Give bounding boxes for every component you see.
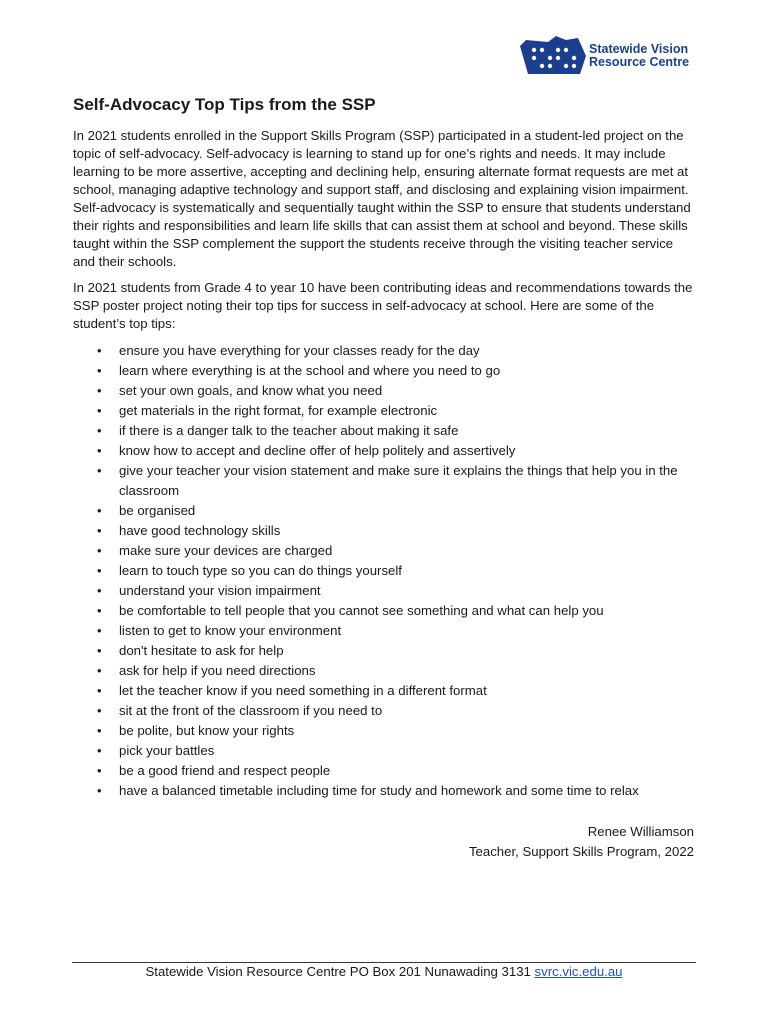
intro-paragraph: In 2021 students enrolled in the Support Skills Program (SSP) participated in a student-led project on the topic of self-advocacy. Self-advocacy is learning to stand up for one’s rights and needs. It may include learning to be more assertive, accepting and declining help, ensuring alternate format requests are met at school, managing adaptive technology and support staff, and disclosing and explaining vision impairment. Self-advocacy is systematically and sequentially taught within the SSP to ensure that students understand their rights and responsibilities and learn life skills that can assist them at school and beyond. These skills taught within the SSP complement the support the students receive through the visiting teacher service and their schools. xyxy=(73,128,691,269)
bullet-icon: • xyxy=(97,383,102,398)
tip-item xyxy=(73,441,697,461)
tip-text: listen to get to know your environment xyxy=(119,623,342,638)
tip-text: sit at the front of the classroom if you need to xyxy=(119,703,383,718)
bullet-icon: • xyxy=(97,783,102,798)
tip-text: be comfortable to tell people that you cannot see something and what can help you xyxy=(119,603,604,618)
tip-text: ensure you have everything for your classes ready for the day xyxy=(119,343,480,358)
tip-item xyxy=(73,701,697,721)
bullet-icon: • xyxy=(97,563,102,578)
bullet-icon: • xyxy=(97,683,102,698)
tips-intro-paragraph: In 2021 students from Grade 4 to year 10 have been contributing ideas and recommendations towards the SSP poster project noting their top tips for success in self-advocacy at school. Here are some of the student’s top tips: xyxy=(73,280,693,331)
tip-item xyxy=(73,781,697,801)
bullet-icon: • xyxy=(97,503,102,518)
tip-text: let the teacher know if you need something in a different format xyxy=(119,683,487,698)
tip-text: learn to touch type so you can do things yourself xyxy=(119,563,402,578)
tip-item xyxy=(73,561,697,581)
bullet-icon: • xyxy=(97,463,102,478)
bullet-icon: • xyxy=(97,663,102,678)
tip-item xyxy=(73,421,697,441)
tip-text: be organised xyxy=(119,503,196,518)
document-body xyxy=(73,94,697,801)
tip-item xyxy=(73,621,697,641)
bullet-icon: • xyxy=(97,583,102,598)
tip-item xyxy=(73,341,697,361)
tip-text: ask for help if you need directions xyxy=(119,663,316,678)
bullet-icon: • xyxy=(97,763,102,778)
tip-item xyxy=(73,601,697,621)
logo xyxy=(520,36,689,76)
tip-text: if there is a danger talk to the teacher about making it safe xyxy=(119,423,459,438)
bullet-icon: • xyxy=(97,643,102,658)
tip-text: know how to accept and decline offer of help politely and assertively xyxy=(119,443,516,458)
braille-logo-icon xyxy=(520,36,586,76)
tip-item xyxy=(73,381,697,401)
footer-address: Statewide Vision Resource Centre PO Box 201 Nunawading 3131 xyxy=(145,964,535,979)
tip-text: be polite, but know your rights xyxy=(119,723,295,738)
bullet-icon: • xyxy=(97,423,102,438)
tip-text: give your teacher your vision statement and make sure it explains the things that help you in the classroom xyxy=(119,463,678,498)
tip-text: have good technology skills xyxy=(119,523,281,538)
signature xyxy=(469,822,694,862)
tip-item xyxy=(73,721,697,741)
tip-text: set your own goals, and know what you need xyxy=(119,383,383,398)
signature-role: Teacher, Support Skills Program, 2022 xyxy=(468,844,694,859)
tip-text: have a balanced timetable including time for study and homework and some time to relax xyxy=(119,783,639,798)
tip-text: get materials in the right format, for example electronic xyxy=(119,403,438,418)
tip-text: make sure your devices are charged xyxy=(119,543,333,558)
tip-item xyxy=(73,361,697,381)
bullet-icon: • xyxy=(97,343,102,358)
tip-text: understand your vision impairment xyxy=(119,583,321,598)
logo-text xyxy=(589,43,689,69)
tip-item xyxy=(73,641,697,661)
page-title: Self-Advocacy Top Tips from the SSP xyxy=(73,95,376,114)
tip-item xyxy=(73,581,697,601)
signature-name: Renee Williamson xyxy=(587,824,694,839)
logo-line-2: Resource Centre xyxy=(589,55,690,69)
tip-item xyxy=(73,461,697,501)
footer-website-link[interactable]: svrc.vic.edu.au xyxy=(534,964,623,979)
bullet-icon: • xyxy=(97,743,102,758)
bullet-icon: • xyxy=(97,603,102,618)
bullet-icon: • xyxy=(97,523,102,538)
tip-item xyxy=(73,681,697,701)
tip-item xyxy=(73,401,697,421)
tip-text: be a good friend and respect people xyxy=(119,763,331,778)
bullet-icon: • xyxy=(97,703,102,718)
tip-item xyxy=(73,521,697,541)
bullet-icon: • xyxy=(97,363,102,378)
bullet-icon: • xyxy=(97,723,102,738)
logo-line-1: Statewide Vision xyxy=(589,42,689,56)
tip-text: learn where everything is at the school and where you need to go xyxy=(119,363,501,378)
bullet-icon: • xyxy=(97,623,102,638)
tip-item xyxy=(73,501,697,521)
bullet-icon: • xyxy=(97,443,102,458)
tip-item xyxy=(73,541,697,561)
tip-text: pick your battles xyxy=(119,743,215,758)
tip-text: don't hesitate to ask for help xyxy=(119,643,284,658)
tip-item xyxy=(73,661,697,681)
bullet-icon: • xyxy=(97,403,102,418)
bullet-icon: • xyxy=(97,543,102,558)
footer xyxy=(72,963,696,981)
tips-list xyxy=(73,341,697,801)
tip-item xyxy=(73,761,697,781)
tip-item xyxy=(73,741,697,761)
